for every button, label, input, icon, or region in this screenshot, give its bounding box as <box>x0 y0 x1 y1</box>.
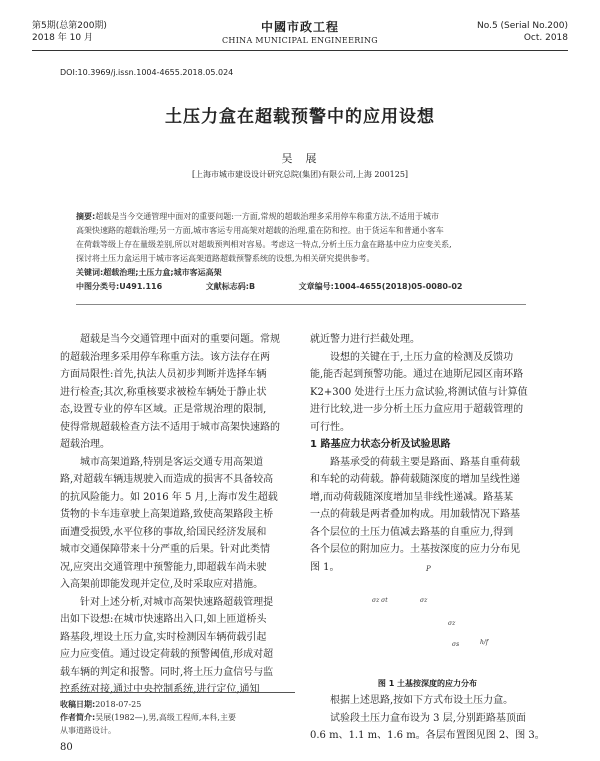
author-name: 吴 展 <box>281 152 319 165</box>
serial-info <box>477 20 568 44</box>
figure-caption: 图 1 土基按深度的应力分布 <box>377 679 478 688</box>
issue-info <box>32 20 107 44</box>
body-line: 使得常规超载检查方法不适用于城市高架快速路的 <box>60 421 280 433</box>
body-line: 城市交通保障带来十分严重的后果。针对此类情 <box>60 544 270 555</box>
body-line: 路,对超载车辆违规驶入而造成的损害不具备较高 <box>60 474 274 485</box>
keywords: 超载治理;土压力盒;城市客运高架 <box>103 268 222 277</box>
abstract <box>76 210 526 294</box>
doc-code-label: 文献标志码: <box>205 282 249 291</box>
body-line: 设想的关键在于,土压力盒的检测及反馈功 <box>330 351 514 363</box>
body-line: 货物的卡车违章驶上高架道路,致使高架路段主桥 <box>60 509 274 520</box>
abstract-label: 摘要: <box>76 212 96 221</box>
body-line: 况,应突出交通管理中预警能力,即超载车尚未驶 <box>60 561 267 573</box>
body-line: 路基承受的荷载主要是路面、路基自重荷载 <box>330 456 520 468</box>
body-line: 控系统对接,通过中央控制系统,进行定位,通知 <box>60 684 260 695</box>
body-line: 出如下设想:在城市快速路出入口,如上匝道桥头 <box>60 614 267 625</box>
body-line: 根据上述思路,按如下方式布设土压力盒。 <box>330 695 514 706</box>
keywords-label: 关键词: <box>76 268 104 277</box>
depth-label: h/f <box>480 639 489 646</box>
doi[interactable]: DOI:10.3969/j.issn.1004-4655.2018.05.024 <box>60 68 234 77</box>
body-line: 各个层位的附加应力。土基按深度的应力分布见 <box>310 544 520 555</box>
serial-date: Oct. 2018 <box>523 33 568 43</box>
article-no: 1004-4655(2018)05-0080-02 <box>333 282 463 291</box>
left-column <box>60 331 295 699</box>
body-line: 城市高架道路,特别是客运交通专用高架道 <box>80 456 264 468</box>
section-heading: 1 路基应力状态分析及试验思路 <box>310 439 451 450</box>
author-info-cont: 从事道路设计。 <box>60 726 116 735</box>
author-info: 吴展(1982—),男,高级工程师,本科,主要 <box>95 713 236 722</box>
received-label: 收稿日期: <box>60 700 96 709</box>
body-line: 和车轮的动荷载。静荷载随深度的增加呈线性递 <box>310 474 520 485</box>
right-column-top <box>310 331 545 576</box>
body-line: 增,而动荷载随深度增加呈非线性递减。路基某 <box>310 491 514 503</box>
footnote-rule <box>60 692 295 693</box>
abstract-rule <box>76 304 526 305</box>
body-line: 各个层位的土压力值减去路基的自重应力,得到 <box>310 526 514 538</box>
author-info-label: 作者简介: <box>60 713 96 722</box>
right-column-bottom <box>310 692 545 745</box>
header-rule <box>32 50 568 51</box>
body-line: 试验段土压力盒布设为 3 层,分别距路基顶面 <box>330 712 526 724</box>
body-line: 载车辆的判定和报警。同时,将土压力盒信号与监 <box>60 666 274 678</box>
body-line: 面遭受损毁,水平位移的事故,给国民经济发展和 <box>60 526 267 538</box>
journal-name-en: CHINA MUNICIPAL ENGINEERING <box>222 36 378 45</box>
stress-label-a: σz σt <box>372 597 388 604</box>
figure-1 <box>330 555 520 665</box>
body-line: 的超载治理多采用停车称重方法。该方法存在两 <box>60 351 270 363</box>
issue-date: 2018 年 10 月 <box>32 33 93 43</box>
abstract-line: 在荷载等级上存在量级差别,所以对超载预判相对容易。考虑这一特点,分析土压力盒在路基中应力应变关系, <box>76 240 452 249</box>
issue-number: 第5期(总第200期) <box>32 21 107 31</box>
serial-number: No.5 (Serial No.200) <box>477 21 568 31</box>
journal-name-cn: 中國市政工程 <box>260 20 339 34</box>
clc-code: U491.116 <box>119 282 163 291</box>
page-number: 80 <box>60 742 73 753</box>
abstract-line: 探讨将土压力盒运用于城市客运高架道路超载预警系统的设想,为相关研究提供参考。 <box>76 254 375 263</box>
body-line: 针对上述分析,对城市高架快速路超载管理提 <box>80 596 274 608</box>
body-line: 0.6 m、1.1 m、1.6 m。各层布置图见图 2、图 3。 <box>310 730 545 741</box>
abstract-line: 高架快速路的超载治理;另一方面,城市客运专用高架对超载的治理,重在防和控。由于货运车和普通小客车 <box>76 226 444 235</box>
body-line: 应力应变值。通过设定荷载的预警阈值,形成对超 <box>60 649 274 660</box>
stress-label-b: σz <box>420 597 428 604</box>
body-line: 就近警力进行拦截处理。 <box>310 334 420 345</box>
footnote <box>60 698 300 737</box>
body-line: 可行性。 <box>310 421 350 433</box>
abstract-line: 超载是当今交通管理中面对的重要问题:一方面,常规的超载治理多采用停车称重方法,不适用于城市 <box>95 212 439 221</box>
body-line: 的抗风险能力。如 2016 年 5 月,上海市发生超载 <box>60 491 278 503</box>
received-date: 2018-07-25 <box>95 700 142 709</box>
body-line: 超载治理。 <box>60 439 110 450</box>
clc-label: 中图分类号: <box>76 282 120 291</box>
body-line: 图 1。 <box>310 561 340 573</box>
body-line: K2+300 处进行土压力盒试验,将测试值与计算值 <box>310 386 528 398</box>
body-line: 进行检查;其次,称重核要求被检车辆处于静止状 <box>60 386 267 398</box>
affiliation: [上海市城市建设设计研究总院(集团)有限公司,上海 200125] <box>191 170 409 179</box>
body-line: 进行比较,进一步分析土压力盒应用于超载管理的 <box>310 404 524 415</box>
stress-label-d: σs <box>452 641 460 648</box>
body-line: 入高架前即能发现并定位,及时采取应对措施。 <box>60 579 264 590</box>
stress-label-c: σz <box>448 620 456 627</box>
body-line: 一点的荷载是两者叠加构成。用加载情况下路基 <box>310 509 520 520</box>
body-line: 能,能否起到预警功能。通过在迪斯尼园区南环路 <box>310 369 524 380</box>
body-line: 超载是当今交通管理中面对的重要问题。常规 <box>80 334 280 345</box>
journal-masthead <box>200 18 400 45</box>
load-p-label: P <box>426 565 431 573</box>
body-line: 方面局限性:首先,执法人员初步判断并选择车辆 <box>60 369 267 380</box>
article-no-label: 文章编号: <box>298 282 334 291</box>
doc-code: B <box>248 282 256 291</box>
body-line: 路基段,埋设土压力盒,实时检测因车辆荷载引起 <box>60 631 267 643</box>
paper-title: 土压力盒在超载预警中的应用设想 <box>165 107 435 127</box>
body-line: 态,设置专业的停车区域。正是常规治理的限制, <box>60 404 267 415</box>
